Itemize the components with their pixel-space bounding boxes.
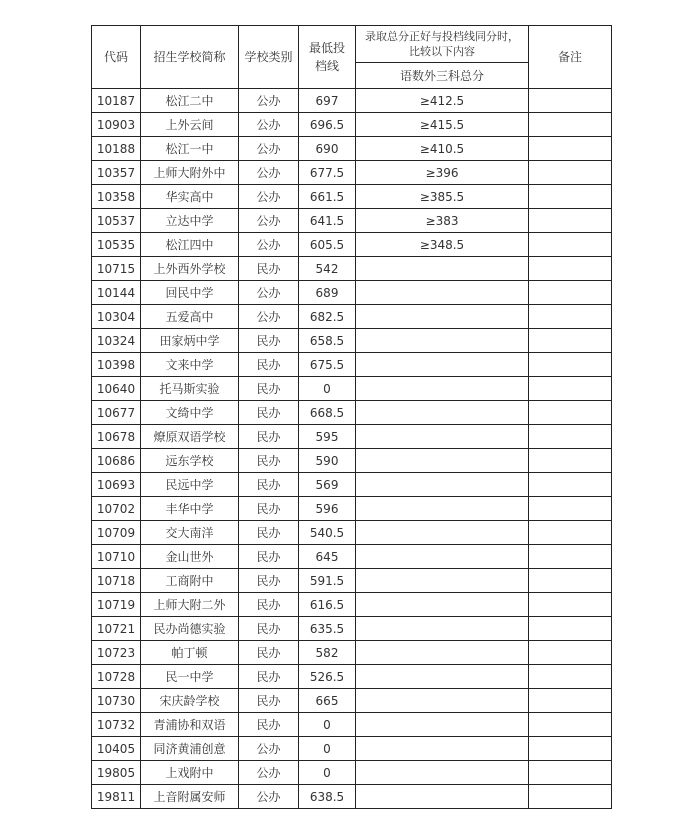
cell-tie-score: ≥410.5 <box>356 137 529 161</box>
cell-tie-score <box>356 353 529 377</box>
cell-note <box>529 545 612 569</box>
cell-tie-score <box>356 257 529 281</box>
table-row <box>92 665 612 689</box>
cell-type: 民办 <box>239 377 299 401</box>
cell-type: 民办 <box>239 665 299 689</box>
table-row <box>92 113 612 137</box>
cell-note <box>529 233 612 257</box>
cell-school: 工商附中 <box>141 569 239 593</box>
cell-min-score: 569 <box>299 473 356 497</box>
cell-min-score: 0 <box>299 713 356 737</box>
cell-school: 松江二中 <box>141 89 239 113</box>
cell-min-score: 638.5 <box>299 785 356 809</box>
cell-code: 19811 <box>92 785 141 809</box>
cell-min-score: 591.5 <box>299 569 356 593</box>
cell-code: 10723 <box>92 641 141 665</box>
cell-note <box>529 497 612 521</box>
cell-min-score: 677.5 <box>299 161 356 185</box>
cell-type: 民办 <box>239 257 299 281</box>
cell-school: 民远中学 <box>141 473 239 497</box>
cell-school: 松江一中 <box>141 137 239 161</box>
cell-school: 交大南洋 <box>141 521 239 545</box>
table-row <box>92 593 612 617</box>
cell-code: 10702 <box>92 497 141 521</box>
table-row <box>92 521 612 545</box>
cell-note <box>529 785 612 809</box>
cell-min-score: 582 <box>299 641 356 665</box>
cell-type: 民办 <box>239 641 299 665</box>
cell-school: 燎原双语学校 <box>141 425 239 449</box>
table-row <box>92 569 612 593</box>
table-row <box>92 137 612 161</box>
cell-tie-score <box>356 617 529 641</box>
cell-tie-score <box>356 665 529 689</box>
cell-code: 10709 <box>92 521 141 545</box>
cell-note <box>529 281 612 305</box>
cell-code: 10732 <box>92 713 141 737</box>
cell-code: 10187 <box>92 89 141 113</box>
cell-min-score: 690 <box>299 137 356 161</box>
cell-code: 10358 <box>92 185 141 209</box>
cell-code: 10640 <box>92 377 141 401</box>
cell-note <box>529 617 612 641</box>
cell-school: 上戏附中 <box>141 761 239 785</box>
table-row <box>92 89 612 113</box>
cell-tie-score <box>356 737 529 761</box>
cell-type: 民办 <box>239 593 299 617</box>
cell-tie-score <box>356 425 529 449</box>
cell-min-score: 641.5 <box>299 209 356 233</box>
cell-min-score: 540.5 <box>299 521 356 545</box>
cell-code: 10693 <box>92 473 141 497</box>
cell-min-score: 661.5 <box>299 185 356 209</box>
table-row <box>92 209 612 233</box>
cell-type: 民办 <box>239 713 299 737</box>
cell-note <box>529 329 612 353</box>
cell-note <box>529 449 612 473</box>
cell-tie-score <box>356 377 529 401</box>
cell-type: 公办 <box>239 185 299 209</box>
table-row <box>92 185 612 209</box>
cell-type: 公办 <box>239 113 299 137</box>
table-row <box>92 545 612 569</box>
cell-note <box>529 89 612 113</box>
cell-school: 民一中学 <box>141 665 239 689</box>
cell-school: 文绮中学 <box>141 401 239 425</box>
cell-code: 10719 <box>92 593 141 617</box>
cell-type: 公办 <box>239 737 299 761</box>
cell-note <box>529 185 612 209</box>
cell-min-score: 658.5 <box>299 329 356 353</box>
cell-min-score: 590 <box>299 449 356 473</box>
table-row <box>92 257 612 281</box>
cell-min-score: 605.5 <box>299 233 356 257</box>
cell-type: 公办 <box>239 281 299 305</box>
cell-note <box>529 521 612 545</box>
cell-type: 公办 <box>239 761 299 785</box>
cell-tie-score: ≥415.5 <box>356 113 529 137</box>
cell-school: 上师大附外中 <box>141 161 239 185</box>
cell-min-score: 689 <box>299 281 356 305</box>
table-row <box>92 401 612 425</box>
cell-note <box>529 641 612 665</box>
cell-type: 民办 <box>239 617 299 641</box>
cell-tie-score: ≥385.5 <box>356 185 529 209</box>
cell-code: 10903 <box>92 113 141 137</box>
cell-type: 公办 <box>239 305 299 329</box>
cell-school: 同济黄浦创意 <box>141 737 239 761</box>
cell-note <box>529 569 612 593</box>
table-body <box>92 89 612 809</box>
table-row <box>92 641 612 665</box>
cell-min-score: 668.5 <box>299 401 356 425</box>
cell-tie-score: ≥348.5 <box>356 233 529 257</box>
cell-note <box>529 737 612 761</box>
cell-note <box>529 161 612 185</box>
cell-note <box>529 137 612 161</box>
header-tie-sub: 语数外三科总分 <box>356 63 529 89</box>
table-row <box>92 785 612 809</box>
table-row <box>92 689 612 713</box>
cell-code: 10686 <box>92 449 141 473</box>
cell-min-score: 595 <box>299 425 356 449</box>
cell-type: 公办 <box>239 209 299 233</box>
cell-tie-score: ≥396 <box>356 161 529 185</box>
cell-tie-score <box>356 713 529 737</box>
cell-code: 19805 <box>92 761 141 785</box>
cell-tie-score <box>356 521 529 545</box>
cell-code: 10304 <box>92 305 141 329</box>
cell-min-score: 665 <box>299 689 356 713</box>
cell-type: 民办 <box>239 353 299 377</box>
cell-type: 民办 <box>239 473 299 497</box>
table-row <box>92 377 612 401</box>
cell-note <box>529 473 612 497</box>
cell-note <box>529 713 612 737</box>
cell-code: 10678 <box>92 425 141 449</box>
cell-tie-score <box>356 641 529 665</box>
cell-school: 帕丁顿 <box>141 641 239 665</box>
cell-tie-score <box>356 785 529 809</box>
table-row <box>92 737 612 761</box>
admission-score-table <box>91 25 612 809</box>
cell-type: 民办 <box>239 569 299 593</box>
cell-type: 民办 <box>239 497 299 521</box>
cell-tie-score: ≥412.5 <box>356 89 529 113</box>
cell-school: 上师大附二外 <box>141 593 239 617</box>
cell-school: 宋庆龄学校 <box>141 689 239 713</box>
cell-tie-score <box>356 473 529 497</box>
cell-min-score: 0 <box>299 761 356 785</box>
cell-note <box>529 305 612 329</box>
cell-tie-score <box>356 401 529 425</box>
cell-school: 民办尚德实验 <box>141 617 239 641</box>
cell-type: 公办 <box>239 785 299 809</box>
cell-code: 10144 <box>92 281 141 305</box>
cell-school: 华实高中 <box>141 185 239 209</box>
table-row <box>92 353 612 377</box>
table-row <box>92 449 612 473</box>
cell-note <box>529 353 612 377</box>
cell-note <box>529 593 612 617</box>
header-note: 备注 <box>529 26 612 89</box>
cell-school: 上外西外学校 <box>141 257 239 281</box>
cell-school: 松江四中 <box>141 233 239 257</box>
cell-type: 公办 <box>239 161 299 185</box>
cell-min-score: 616.5 <box>299 593 356 617</box>
cell-code: 10715 <box>92 257 141 281</box>
cell-min-score: 645 <box>299 545 356 569</box>
header-tie-rule: 录取总分正好与投档线同分时，比较以下内容 <box>356 26 529 63</box>
cell-code: 10710 <box>92 545 141 569</box>
cell-note <box>529 257 612 281</box>
cell-school: 青浦协和双语 <box>141 713 239 737</box>
cell-min-score: 542 <box>299 257 356 281</box>
cell-tie-score <box>356 761 529 785</box>
cell-type: 民办 <box>239 401 299 425</box>
cell-school: 托马斯实验 <box>141 377 239 401</box>
cell-min-score: 596 <box>299 497 356 521</box>
cell-school: 远东学校 <box>141 449 239 473</box>
cell-school: 上外云间 <box>141 113 239 137</box>
cell-code: 10535 <box>92 233 141 257</box>
table-header <box>92 26 612 89</box>
cell-code: 10677 <box>92 401 141 425</box>
cell-tie-score <box>356 497 529 521</box>
cell-school: 五爱高中 <box>141 305 239 329</box>
header-min-score: 最低投档线 <box>299 26 356 89</box>
cell-code: 10357 <box>92 161 141 185</box>
cell-note <box>529 665 612 689</box>
cell-type: 民办 <box>239 425 299 449</box>
cell-code: 10405 <box>92 737 141 761</box>
cell-school: 金山世外 <box>141 545 239 569</box>
table-row <box>92 713 612 737</box>
cell-school: 丰华中学 <box>141 497 239 521</box>
cell-min-score: 682.5 <box>299 305 356 329</box>
cell-note <box>529 401 612 425</box>
cell-code: 10721 <box>92 617 141 641</box>
table-row <box>92 761 612 785</box>
cell-min-score: 697 <box>299 89 356 113</box>
header-code: 代码 <box>92 26 141 89</box>
cell-min-score: 675.5 <box>299 353 356 377</box>
header-school: 招生学校简称 <box>141 26 239 89</box>
cell-type: 民办 <box>239 449 299 473</box>
cell-school: 回民中学 <box>141 281 239 305</box>
cell-type: 民办 <box>239 545 299 569</box>
cell-min-score: 0 <box>299 737 356 761</box>
cell-school: 文来中学 <box>141 353 239 377</box>
cell-min-score: 526.5 <box>299 665 356 689</box>
cell-school: 立达中学 <box>141 209 239 233</box>
table-row <box>92 305 612 329</box>
cell-code: 10188 <box>92 137 141 161</box>
cell-code: 10730 <box>92 689 141 713</box>
table-row <box>92 233 612 257</box>
cell-note <box>529 113 612 137</box>
table-row <box>92 497 612 521</box>
cell-tie-score <box>356 545 529 569</box>
cell-min-score: 0 <box>299 377 356 401</box>
cell-tie-score <box>356 449 529 473</box>
cell-code: 10324 <box>92 329 141 353</box>
table-row <box>92 161 612 185</box>
cell-type: 公办 <box>239 233 299 257</box>
cell-tie-score <box>356 305 529 329</box>
cell-code: 10728 <box>92 665 141 689</box>
cell-tie-score <box>356 593 529 617</box>
cell-type: 民办 <box>239 521 299 545</box>
cell-code: 10398 <box>92 353 141 377</box>
cell-note <box>529 377 612 401</box>
cell-school: 上音附属安师 <box>141 785 239 809</box>
cell-school: 田家炳中学 <box>141 329 239 353</box>
cell-tie-score <box>356 689 529 713</box>
header-type: 学校类别 <box>239 26 299 89</box>
cell-tie-score <box>356 569 529 593</box>
cell-note <box>529 209 612 233</box>
table-row <box>92 425 612 449</box>
table-row <box>92 617 612 641</box>
cell-type: 公办 <box>239 89 299 113</box>
cell-code: 10537 <box>92 209 141 233</box>
cell-note <box>529 761 612 785</box>
cell-type: 民办 <box>239 329 299 353</box>
cell-tie-score <box>356 329 529 353</box>
cell-tie-score <box>356 281 529 305</box>
cell-note <box>529 689 612 713</box>
cell-min-score: 696.5 <box>299 113 356 137</box>
table-row <box>92 281 612 305</box>
cell-min-score: 635.5 <box>299 617 356 641</box>
cell-note <box>529 425 612 449</box>
table-row <box>92 473 612 497</box>
table-row <box>92 329 612 353</box>
cell-type: 公办 <box>239 137 299 161</box>
cell-type: 民办 <box>239 689 299 713</box>
cell-tie-score: ≥383 <box>356 209 529 233</box>
cell-code: 10718 <box>92 569 141 593</box>
